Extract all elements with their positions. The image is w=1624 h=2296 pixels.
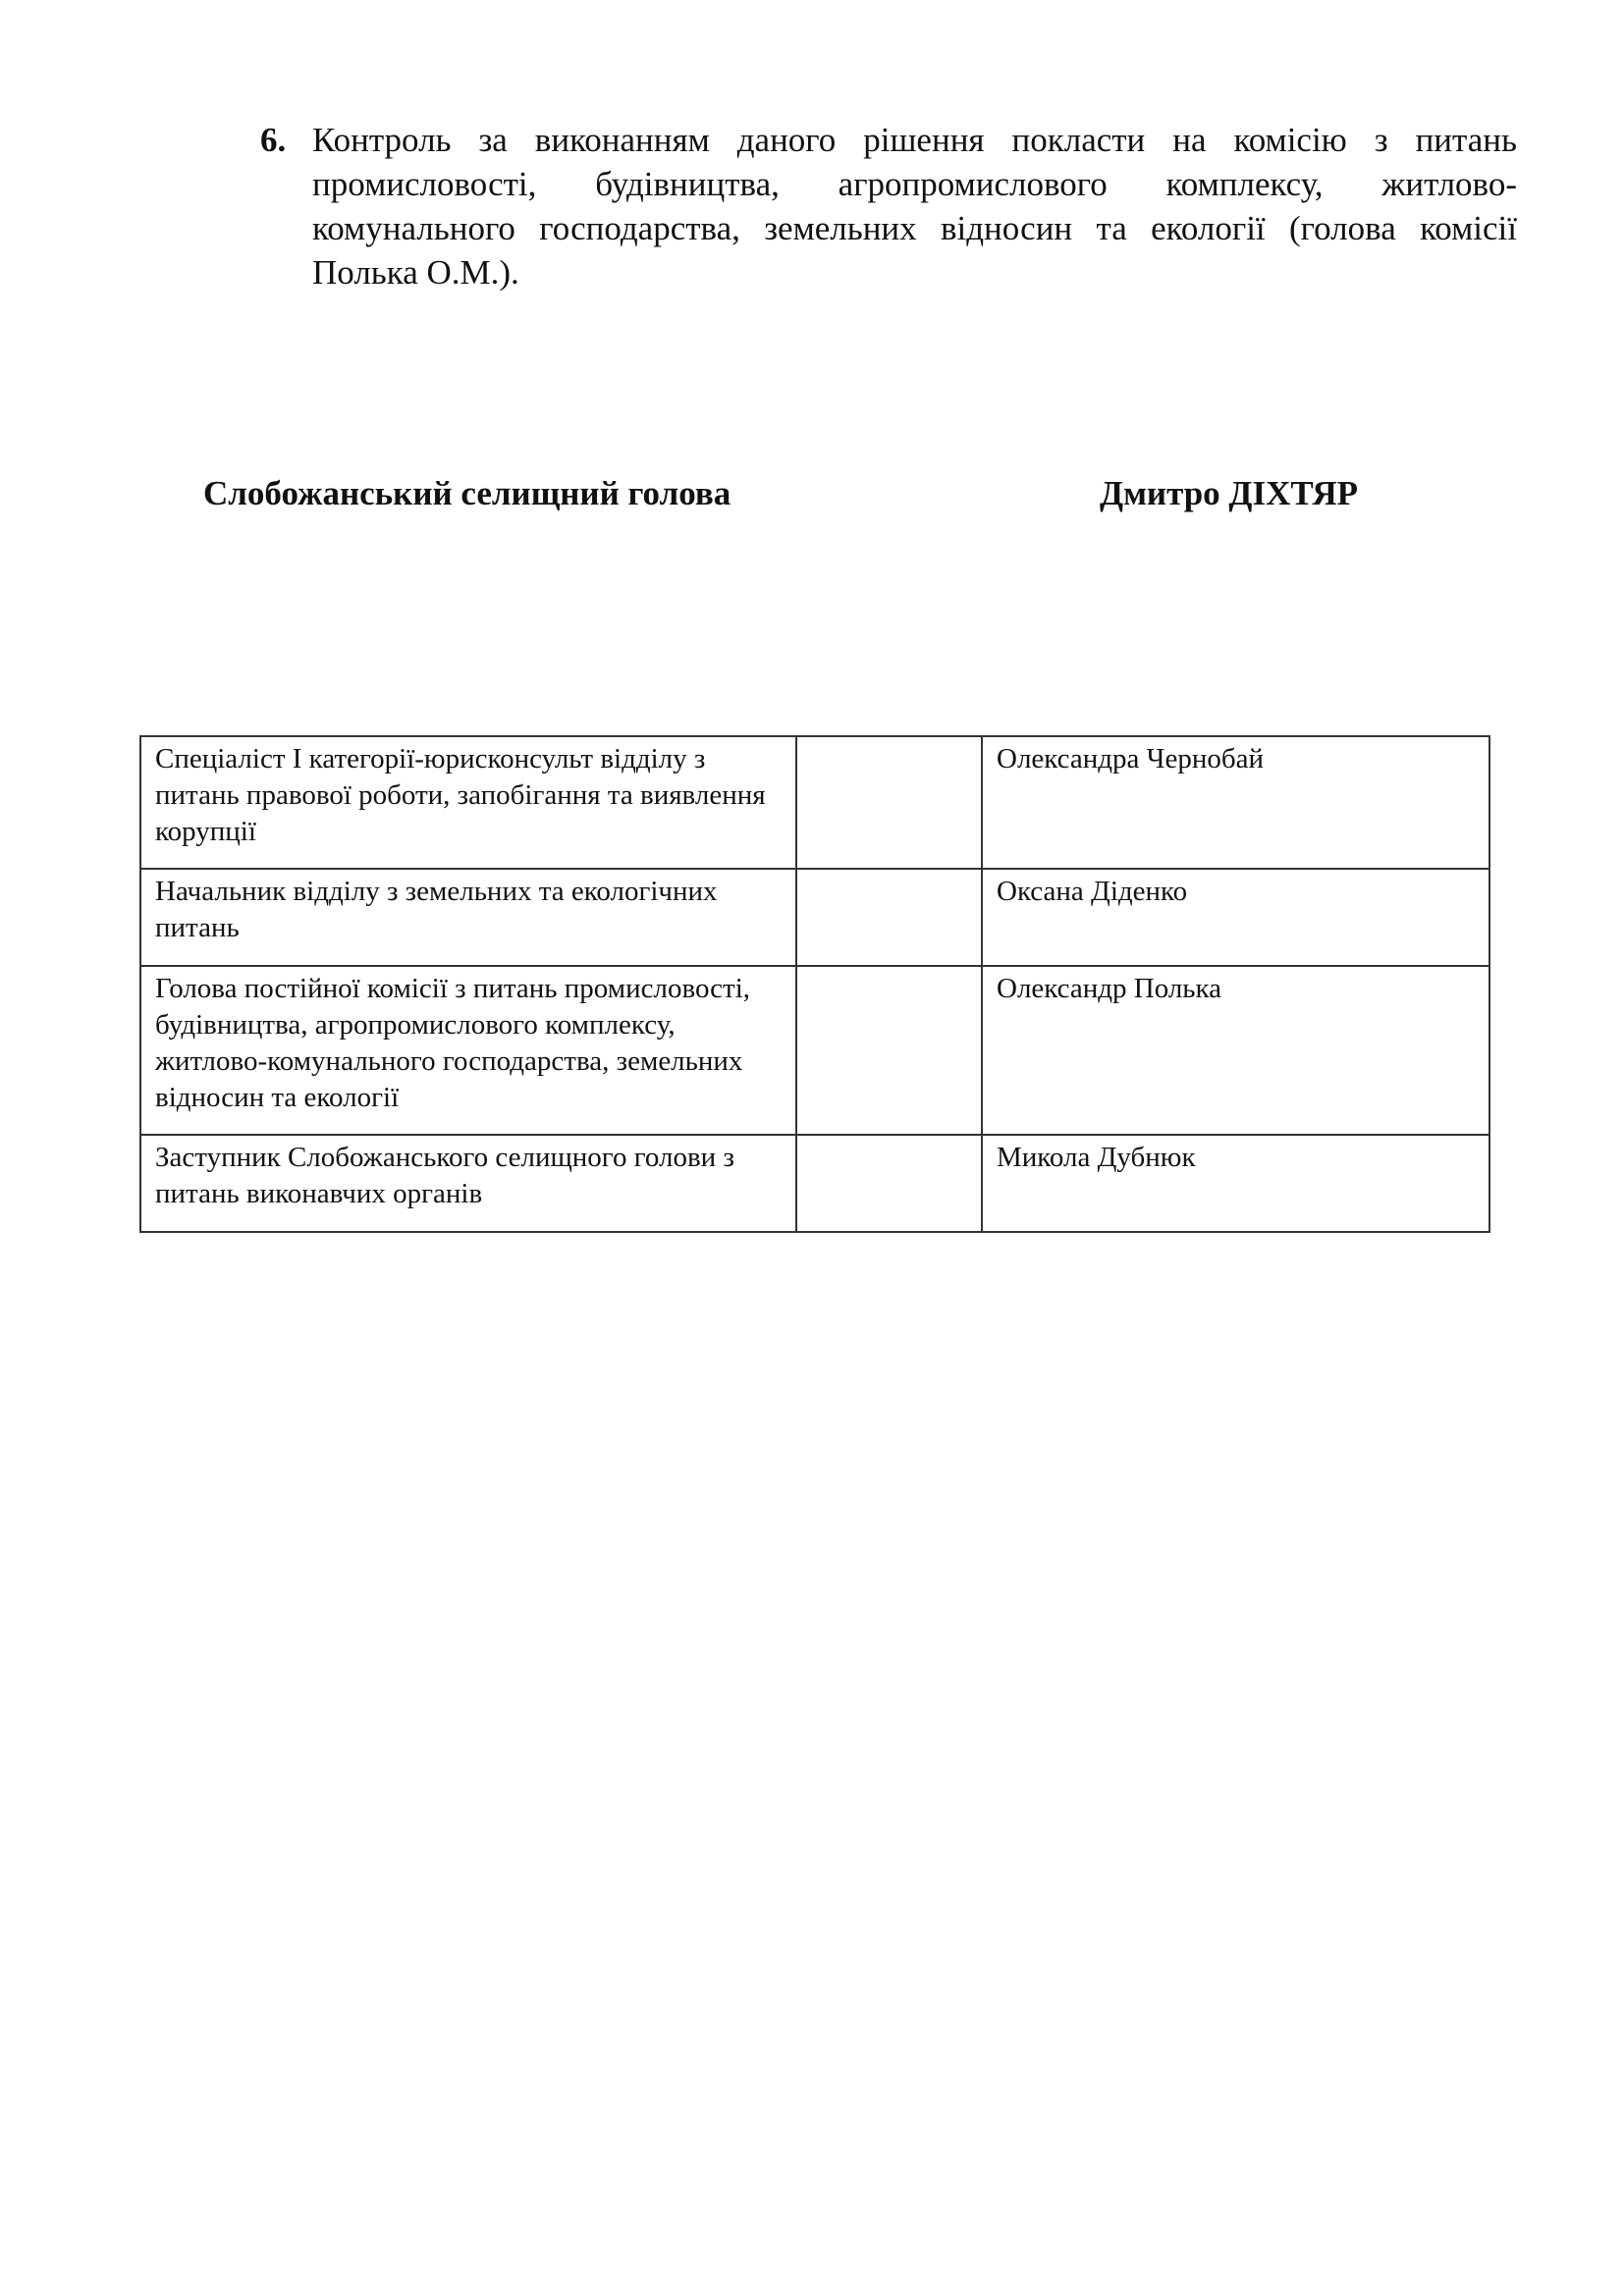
approver-position: Заступник Слобожанського селищного голови з питань виконавчих органів: [140, 1135, 796, 1232]
signature-cell: [796, 966, 982, 1135]
signature-title: Слобожанський селищний голова: [203, 474, 731, 512]
approver-name: Оксана Діденко: [982, 869, 1489, 966]
table-row: [140, 1135, 1489, 1232]
approval-table: [139, 735, 1490, 1233]
signature-cell: [796, 736, 982, 869]
signature-cell: [796, 1135, 982, 1232]
table-row: [140, 966, 1489, 1135]
approver-name: Микола Дубнюк: [982, 1135, 1489, 1232]
approver-position: Спеціаліст I категорії-юрисконсульт відділу з питань правової роботи, запобігання та виявлення корупції: [140, 736, 796, 869]
approver-position: Начальник відділу з земельних та екологічних питань: [140, 869, 796, 966]
signature-name: Дмитро ДІХТЯР: [1100, 474, 1359, 512]
table-row: [140, 869, 1489, 966]
approver-name: Олександр Полька: [982, 966, 1489, 1135]
table-row: [140, 736, 1489, 869]
approver-position: Голова постійної комісії з питань промисловості, будівництва, агропромислового комплексу, житлово-комунального господарства, земельних відносин та екології: [140, 966, 796, 1135]
signature-cell: [796, 869, 982, 966]
item-number: 6.: [260, 121, 287, 159]
decision-item-6: [260, 118, 1517, 294]
approver-name: Олександра Чернобай: [982, 736, 1489, 869]
item-text: Контроль за виконанням даного рішення покласти на комісію з питань промисловості, будівництва, агропромислового комплексу, житлово-комунального господарства, земельних відносин та екології (голова комісії Полька О.М.).: [312, 121, 1517, 292]
